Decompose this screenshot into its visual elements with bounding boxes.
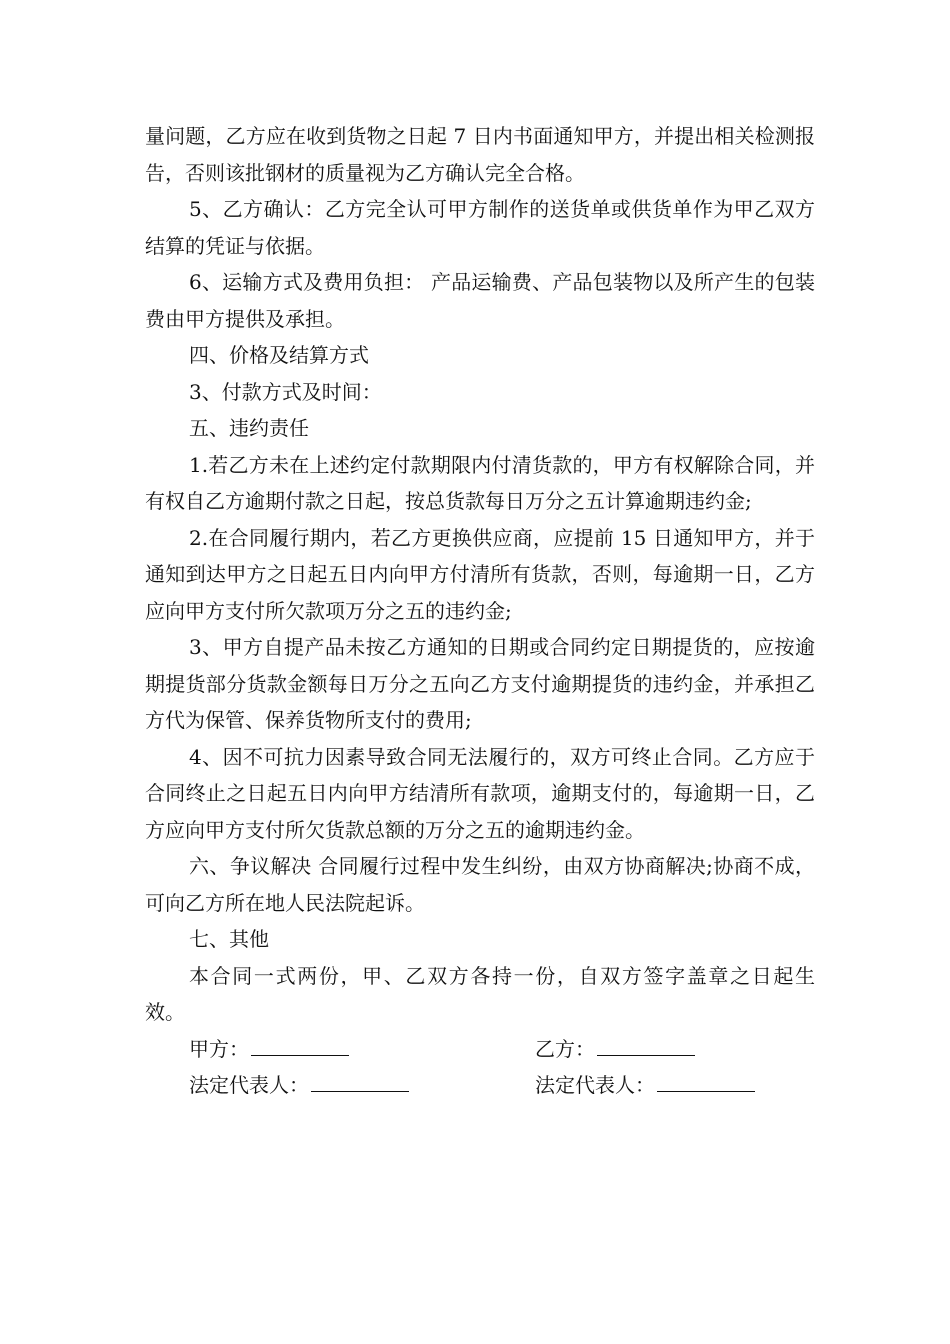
paragraph-dispute: 六、争议解决 合同履行过程中发生纠纷，由双方协商解决;协商不成，可向乙方所在地人民法院起诉。 — [145, 854, 815, 915]
section-heading-other: 七、其他 — [189, 927, 269, 951]
paragraph-payment-method: 3、付款方式及时间： — [189, 379, 382, 404]
paragraph-copies: 本合同一式两份，甲、乙双方各持一份，自双方签字盖章之日起生 效。 — [145, 963, 815, 1024]
party-b-signature — [535, 1031, 695, 1068]
paragraph-breach-4: 4、因不可抗力因素导致合同无法履行的，双方可终止合同。乙方应于合同终止之日起五日内向甲方结清所有款项，逾期支付的，每逾期一日，乙方应向甲方支付所欠货款总额的万分之五的逾期违约金。 — [145, 744, 815, 842]
rep-a-blank — [311, 1069, 409, 1092]
rep-a-signature — [189, 1073, 409, 1097]
party-a-blank — [251, 1033, 349, 1056]
party-b-label: 乙方： — [535, 1036, 595, 1061]
paragraph-breach-1: 1.若乙方未在上述约定付款期限内付清货款的，甲方有权解除合同，并有权自乙方逾期付款之日起，按总货款每日万分之五计算逾期违约金; — [145, 452, 815, 513]
section-heading-breach: 五、违约责任 — [189, 416, 309, 440]
rep-a-label: 法定代表人： — [189, 1073, 309, 1097]
paragraph-breach-3: 3、甲方自提产品未按乙方通知的日期或合同约定日期提货的，应按逾期提货部分货款金额每日万分之五向乙方支付逾期提货的违约金，并承担乙方代为保管、保养货物所支付的费用; — [145, 635, 815, 732]
signature-row-representatives — [145, 1067, 815, 1104]
section-heading-price: 四、价格及结算方式 — [189, 343, 369, 367]
party-b-blank — [597, 1033, 695, 1056]
rep-b-blank — [657, 1069, 755, 1092]
paragraph-breach-2: 2.在合同履行期内，若乙方更换供应商，应提前 15 日通知甲方，并于通知到达甲方之日起五日内向甲方付清所有货款，否则，每逾期一日，乙方应向甲方支付所欠款项万分之五的违约金; — [145, 525, 815, 623]
party-a-label: 甲方： — [189, 1036, 249, 1061]
paragraph-clause-5: 5、乙方确认：乙方完全认可甲方制作的送货单或供货单作为甲乙双方结算的凭证与依据。 — [145, 197, 815, 258]
paragraph-quality-continued: 量问题，乙方应在收到货物之日起 7 日内书面通知甲方，并提出相关检测报告，否则该批钢材的质量视为乙方确认完全合格。 — [145, 124, 815, 185]
document-body — [145, 118, 815, 1104]
signature-row-parties — [145, 1031, 815, 1068]
rep-b-signature — [535, 1067, 755, 1104]
paragraph-clause-6: 6、运输方式及费用负担： 产品运输费、产品包装物以及所产生的包装费由甲方提供及承担。 — [145, 270, 815, 331]
party-a-signature — [189, 1037, 349, 1061]
rep-b-label: 法定代表人： — [535, 1073, 655, 1097]
